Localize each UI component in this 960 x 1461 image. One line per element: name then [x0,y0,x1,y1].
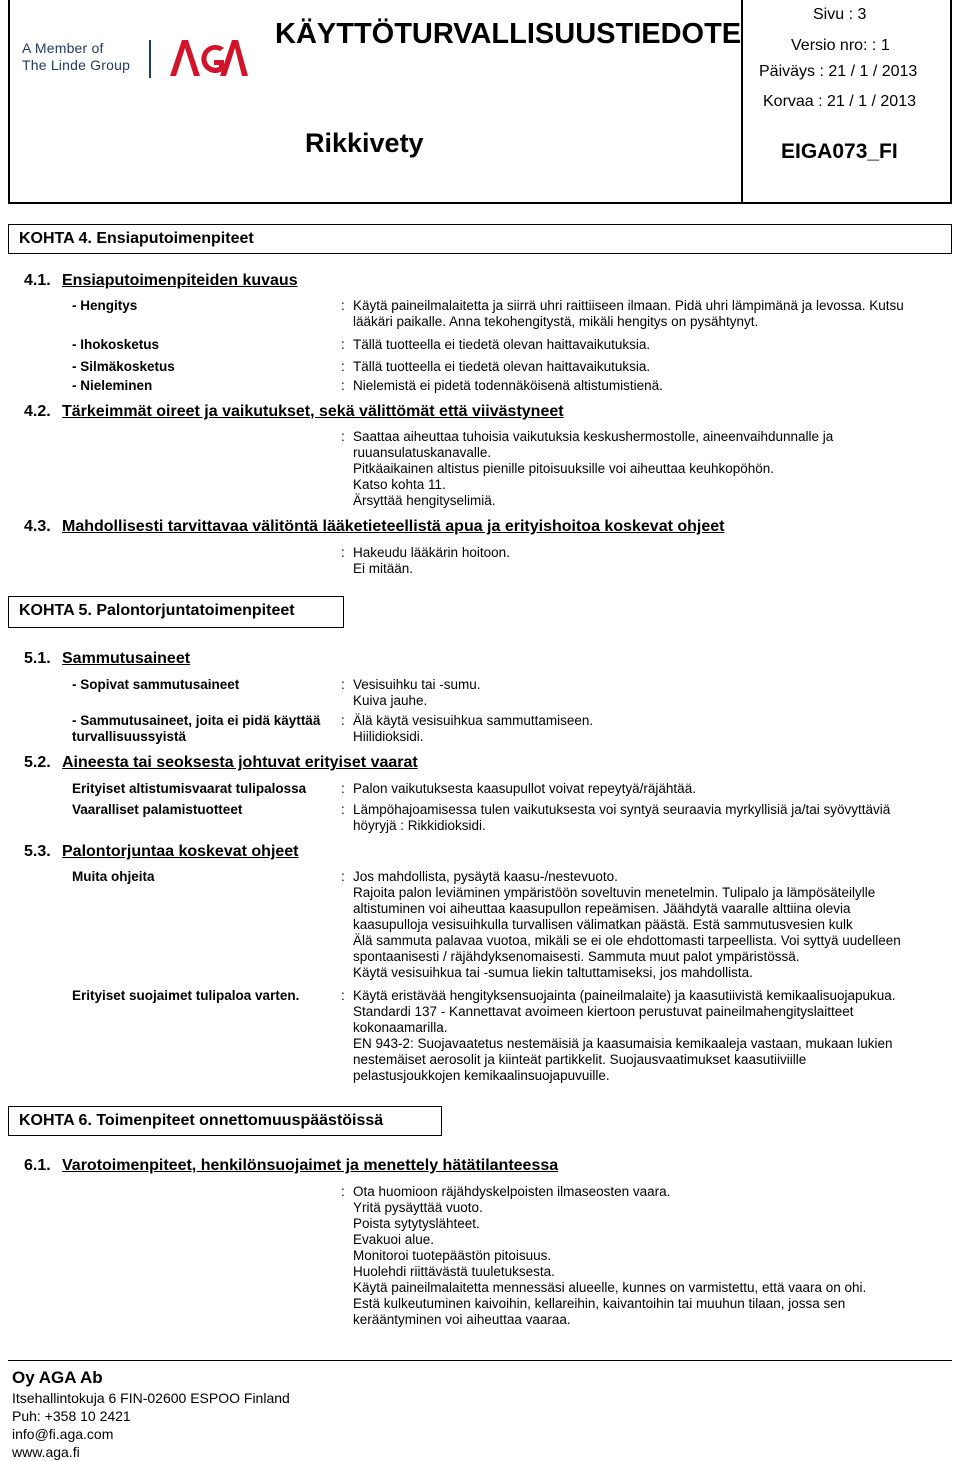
row-label-ingestion: - Nieleminen [72,378,153,393]
text-line: Hakeudu lääkärin hoitoon. [353,545,510,560]
row-label-other-instructions: Muita ohjeita [72,869,155,884]
product-name: Rikkivety [305,128,424,158]
subsection-5-1-heading [24,650,190,668]
subsection-5-3-heading [24,843,299,861]
footer [8,1360,952,1461]
section-6-bar [8,1106,442,1136]
text-line: kerääntyminen voi aiheuttaa vaaraa. [353,1312,571,1327]
colon: : [341,359,345,374]
document-reference: EIGA073_FI [781,140,898,163]
text-line: - Sammutusaineet, joita ei pidä käyttää [72,713,321,728]
document-title: KÄYTTÖTURVALLISUUSTIEDOTE [275,18,742,50]
row-value-protective-equipment [353,988,896,1084]
row-label-combustion-products: Vaaralliset palamistuotteet [72,802,243,817]
row-value-ingestion [353,378,663,394]
footer-phone: Puh: +358 10 2421 [12,1408,131,1424]
footer-email[interactable]: info@fi.aga.com [12,1426,114,1442]
text-line: Rajoita palon leviäminen ympäristöön soveltuvin menetelmin. Tulipalo ja lämpösäteilylle [353,885,876,900]
text-line: lääkäri paikalle. Anna tekohengitystä, mikäli hengitys on pysähtynyt. [353,314,759,329]
section-5-title: KOHTA 5. Palontorjuntatoimenpiteet [19,602,295,619]
colon: : [341,869,345,884]
colon: : [341,545,345,560]
text-line: turvallisuussyistä [72,729,187,744]
text-line: kaasupulloja vesisuihkulla turvallisen välimatkan päästä. Estä sammutusvesien kulk [353,917,853,932]
logo-area [8,0,256,204]
logo-member-line2: The Linde Group [22,57,131,73]
row-label-special-hazards: Erityiset altistumisvaarat tulipalossa [72,781,307,796]
text-line: Lämpöhajoamisessa tulen vaikutuksesta voi syntyä seuraavia myrkyllisiä ja/tai syövyttäviä [353,802,891,817]
linde-member-text [22,40,130,74]
colon: : [341,802,345,817]
row-value-inhalation [353,298,904,330]
text-line: Kuiva jauhe. [353,693,428,708]
text-line: Saattaa aiheuttaa tuhoisia vaikutuksia keskushermostolle, aineenvaihdunnalle ja [353,429,834,444]
section-4-title: KOHTA 4. Ensiaputoimenpiteet [19,230,254,247]
colon: : [341,677,345,692]
text-line: spontaanisesti / räjähdyksenomaisesti. Sammuta muut palot ympäristössä. [353,949,800,964]
row-label-inhalation: - Hengitys [72,298,138,313]
text-line: Ei mitään. [353,561,414,576]
row-label-skin: - Ihokosketus [72,337,160,352]
text-line: Poista sytytyslähteet. [353,1216,480,1231]
subsection-4-1-heading [24,272,298,290]
row-label-protective-equipment: Erityiset suojaimet tulipaloa varten. [72,988,300,1003]
text-line: EN 943-2: Suojavaatetus nestemäisiä ja kaasumaisia kemikaaleja vastaan, mukaan lukien [353,1036,893,1051]
subsection-4-1-number: 4.1. [24,272,51,289]
subsection-6-1-title: Varotoimenpiteet, henkilönsuojaimet ja menettely hätätilanteessa [62,1157,559,1174]
subsection-6-1-number: 6.1. [24,1157,51,1174]
colon: : [341,781,345,796]
text-line: Katso kohta 11. [353,477,446,492]
subsection-4-2-number: 4.2. [24,403,51,420]
text-line: Vesisuihku tai -sumu. [353,677,481,692]
symptoms-text [353,429,833,509]
colon: : [341,713,345,728]
subsection-5-3-number: 5.3. [24,843,51,860]
section-5-bar [8,596,344,628]
aga-logo-icon [168,36,248,80]
text-line: nestemäiset aerosolit ja kiinteät partikkelit. Suojausvaatimukset kaasutiiviille [353,1052,807,1067]
text-line: Evakuoi alue. [353,1232,435,1247]
text-line: Hiilidioksidi. [353,729,424,744]
text-line: Ota huomioon räjähdyskelpoisten ilmaseosten vaara. [353,1184,671,1199]
row-value-eye [353,359,650,375]
text-line: Älä käytä vesisuihkua sammuttamiseen. [353,713,594,728]
colon: : [341,1184,345,1199]
text-line: Huolehdi riittävästä tuuletuksesta. [353,1264,555,1279]
text-line: Tällä tuotteella ei tiedetä olevan haittavaikutuksia. [353,359,651,374]
text-line: Palon vaikutuksesta kaasupullot voivat repeytyä/räjähtää. [353,781,696,796]
medical-attention-text [353,545,510,577]
subsection-4-2-heading [24,403,564,421]
row-value-special-hazards [353,781,696,797]
logo-member-line1: A Member of [22,40,104,56]
text-line: Jos mahdollista, pysäytä kaasu-/nestevuoto. [353,869,618,884]
text-line: Tällä tuotteella ei tiedetä olevan haittavaikutuksia. [353,337,651,352]
text-line: Standardi 137 - Kannettavat avoimeen kiertoon perustuvat paineilmahengityslaitteet [353,1004,854,1019]
subsection-4-3-heading [24,518,724,536]
version: Versio nro: : 1 [791,37,890,54]
row-label-unsuitable-media [72,713,320,745]
text-line: Nielemistä ei pidetä todennäköisenä altistumistienä. [353,378,663,393]
text-line: kokonaamarilla. [353,1020,448,1035]
aga-logo [168,36,248,85]
replaces-date: Korvaa : 21 / 1 / 2013 [763,93,916,110]
row-value-suitable-media [353,677,481,709]
subsection-5-2-number: 5.2. [24,754,51,771]
text-line: Älä sammuta palavaa vuotoa, mikäli se ei ole ehdottomasti tarpeellista. Voi syttyä uudelleen [353,933,901,948]
subsection-5-1-title: Sammutusaineet [62,650,191,667]
row-label-eye: - Silmäkosketus [72,359,175,374]
footer-website[interactable]: www.aga.fi [12,1444,80,1460]
meta-box [741,0,952,204]
section-4-bar [8,224,952,254]
row-value-combustion-products [353,802,890,834]
subsection-5-2-heading [24,754,418,772]
colon: : [341,337,345,352]
subsection-5-2-title: Aineesta tai seoksesta johtuvat erityiset vaarat [62,754,418,771]
text-line: Monitoroi tuotepäästön pitoisuus. [353,1248,552,1263]
issue-date: Päiväys : 21 / 1 / 2013 [759,63,918,80]
text-line: Estä kulkeutuminen kaivoihin, kellareihin, kaivantoihin tai muuhun tilaan, jossa sen [353,1296,846,1311]
row-value-unsuitable-media [353,713,593,745]
colon: : [341,429,345,444]
text-line: höyryjä : Rikkidioksidi. [353,818,486,833]
text-line: altistuminen voi aiheuttaa kaasupullon repeämisen. Jäähdytä vaaralle alttiina olevia [353,901,851,916]
text-line: Ärsyttää hengityselimiä. [353,493,496,508]
footer-company: Oy AGA Ab [12,1368,103,1387]
text-line: Käytä vesisuihkua tai -sumua liekin taltuttamiseksi, jos mahdollista. [353,965,753,980]
section-6-title: KOHTA 6. Toimenpiteet onnettomuuspäästöissä [19,1112,384,1129]
text-line: Käytä paineilmalaitetta mennessäsi alueelle, kunnes on varmistettu, että vaara on ohi. [353,1280,867,1295]
colon: : [341,378,345,393]
footer-address: Itsehallintokuja 6 FIN-02600 ESPOO Finland [12,1390,290,1406]
row-label-suitable-media: - Sopivat sammutusaineet [72,677,240,692]
row-value-other-instructions [353,869,901,981]
subsection-4-1-title: Ensiaputoimenpiteiden kuvaus [62,272,298,289]
subsection-5-3-title: Palontorjuntaa koskevat ohjeet [62,843,299,860]
row-value-skin [353,337,650,353]
logo-divider [149,40,151,78]
subsection-4-3-title: Mahdollisesti tarvittavaa välitöntä lääketieteellistä apua ja erityishoitoa koskevat ohjeet [62,518,725,535]
text-line: Käytä paineilmalaitetta ja siirrä uhri raittiiseen ilmaan. Pidä uhri lämpimänä ja levossa. Kutsu [353,298,904,313]
precautions-text [353,1184,866,1328]
subsection-4-2-title: Tärkeimmät oireet ja vaikutukset, sekä välittömät että viivästyneet [62,403,564,420]
text-line: Pitkäaikainen altistus pienille pitoisuuksille voi aiheuttaa keuhkopöhön. [353,461,775,476]
subsection-5-1-number: 5.1. [24,650,51,667]
text-line: ruuansulatuskanavalle. [353,445,492,460]
colon: : [341,298,345,313]
page-number: Sivu : 3 [813,6,867,23]
text-line: Käytä eristävää hengityksensuojainta (paineilmalaite) ja kaasutiivistä kemikaalisuojapukua. [353,988,896,1003]
text-line: Yritä pysäyttää vuoto. [353,1200,483,1215]
text-line: pelastusjoukkojen kemikaalinsuojapuvuille. [353,1068,610,1083]
subsection-4-3-number: 4.3. [24,518,51,535]
colon: : [341,988,345,1003]
subsection-6-1-heading [24,1157,558,1175]
